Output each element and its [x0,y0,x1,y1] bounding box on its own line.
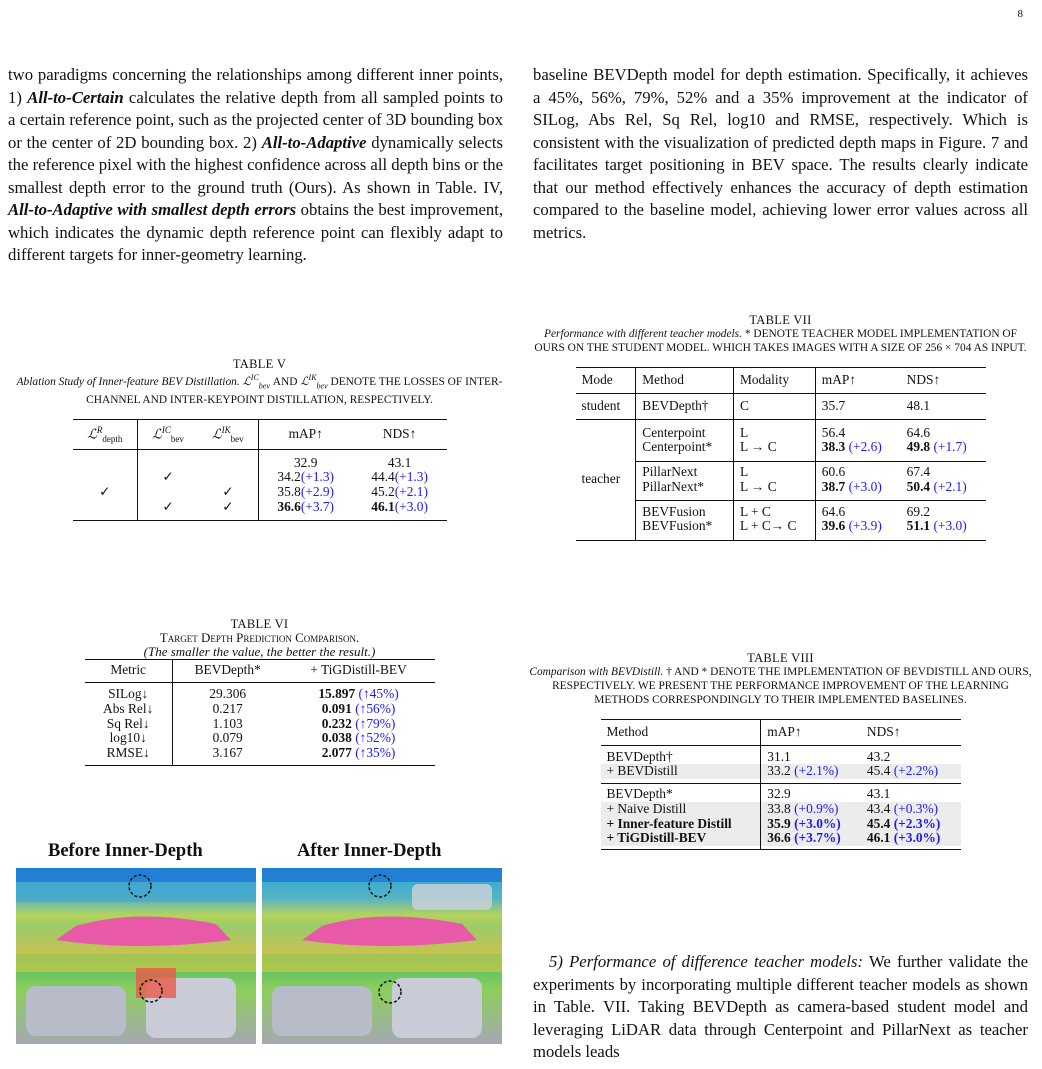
col-map: mAP↑ [761,720,861,746]
table-row: 32.9 43.1 [73,456,447,471]
table-vii-block [528,313,1033,541]
col-ik-loss: ℒ$^{IK}_{bev}$ [211,424,244,444]
col-nds: NDS↑ [866,724,901,740]
table-row: BEVDepth† 31.1 43.2 [606,748,891,764]
table-row: + BEVDistill 33.2 (+2.1%) 45.4 (+2.2%) [601,764,961,779]
depth-map-after [262,868,502,1044]
table-viii-caption: TABLE VIII Comparison with BEVDistill. † AND * DENOTE THE IMPLEMENTATION OF BEVDISTILL AND OURS, RESPECTIVELY. WE PRESENT THE PERFORMANCE IMPROVEMENT OF THE LEARNING METHODS CORRESPONDINGLY TO THEIR IMPLEMENTED BASELINES. [529,651,1032,706]
table-vii-caption: TABLE VII Performance with different teacher models. * DENOTE TEACHER MODEL IMPLEMENTATION OF OURS ON THE STUDENT MODEL. WHICH TAKES IMAGES WITH A SIZE OF 256 × 704 AS INPUT. [534,313,1027,354]
table-v-block [0,357,519,521]
table-row: Centerpoint* L → C 38.3 (+2.6) 49.8 (+1.7) [576,440,986,455]
figure-title-before: Before Inner-Depth [48,841,203,861]
col-ic-loss: ℒ$^{IC}_{bev}$ [138,420,198,450]
col-depth-loss: ℒ$^R_{depth}$ [87,424,123,444]
table-vi-block [0,617,519,766]
depth-map-before [16,868,256,1044]
table-row: ✓ ✓ 36.6(+3.7) 46.1(+3.0) [73,500,447,515]
paragraph-depth-results: baseline BEVDepth model for depth estimation. Specifically, it achieves a 45%, 56%, 79%, 52% and a 35% improvement at the indicator of SILog, Abs Rel, Sq Rel, log10 and RMSE, respectively. Which is consistent with the visualization of predicted depth maps in Figure. 7 and facilitates target positioning in BEV space. The results clearly indicate that our method effectively enhances the accuracy of depth estimation compared to the baseline model, achieving lower error values across all metrics. [533,65,1028,242]
table-row: BEVFusion L + C 64.6 69.2 [576,505,986,520]
table-vi [85,660,435,766]
table-v [73,419,447,521]
table-row: Sq Rel↓ 1.103 0.232 (↑79%) [106,715,396,731]
paragraph-paradigms: two paradigms concerning the relationships among different inner points, 1) All-to-Certain calculates the relative depth from all sampled points to a certain reference point, such as the projected center of 3D bounding box or the center of 2D bounding box. 2) All-to-Adaptive dynamically selects the reference pixel with the highest confidence across all depth bins or the smallest depth error to the ground truth (Ours). As shown in Table. IV, All-to-Adaptive with smallest depth errors obtains the best improvement, which indicates the dynamic depth reference point can flexibly adapt to different targets for inner-geometry learning. [8,65,504,264]
table-row: + Inner-feature Distill 35.9 (+3.0%) 45.4 (+2.3%) [601,817,961,832]
table-v-caption: TABLE V Ablation Study of Inner-feature BEV Distillation. ℒ$^{IC}_{bev}$ AND ℒ$^{IK}_{bev}$ DENOTE THE LOSSES OF INTER-CHANNEL AND INTER-KEYPOINT DISTILLATION, RESPECTIVELY. [16,357,503,407]
table-vii [576,367,986,541]
table-row: BEVFusion* L + C→ C 39.6 (+3.9) 51.1 (+3.0) [576,519,986,534]
table-viii [601,719,961,850]
col-map: mAP↑ [815,368,900,394]
paragraph-teacher-models-block [533,951,1028,1064]
figure-title-after: After Inner-Depth [297,841,442,861]
left-column [8,64,503,267]
depth-heatmap-before-graphic [16,868,256,1044]
table-row: Abs Rel↓ 0.217 0.091 (↑56%) [103,700,396,716]
table-row: RMSE↓ 3.167 2.077 (↑35%) [106,745,396,761]
table-row: BEVDepth* 32.9 43.1 [606,786,891,802]
col-tigdistill: + TiGDistill-BEV [310,662,407,678]
table-row: SILog↓ 29.306 15.897 (↑45%) [108,686,399,701]
table-row: log10↓ 0.079 0.038 (↑52%) [109,730,396,746]
col-bevdepth: BEVDepth* [172,660,282,682]
table-viii-block [528,651,1033,850]
page-number: 8 [1017,8,1023,20]
depth-heatmap-after-graphic [262,868,502,1044]
table-row: + Naive Distill 33.8 (+0.9%) 43.4 (+0.3%) [601,802,961,817]
col-map: mAP↑ [258,420,352,450]
col-method: Method [606,724,649,740]
table-row: PillarNext* L → C 38.7 (+3.0) 50.4 (+2.1) [576,480,986,495]
col-mode: Mode [581,372,613,388]
table-row: teacher Centerpoint L 56.4 64.6 [581,424,931,487]
col-nds: NDS↑ [906,372,941,388]
col-nds: NDS↑ [382,426,417,442]
table-row: PillarNext L 60.6 67.4 [576,465,986,480]
col-modality: Modality [733,368,815,394]
table-row: ✓ ✓ 34.2(+1.3) 44.4(+1.3) [99,469,428,500]
table-vi-caption: TABLE VI Target Depth Prediction Comparison. (The smaller the value, the better the result.) [0,617,519,660]
table-row: ✓ 35.8(+2.9) 45.2(+2.1) [73,485,447,500]
right-column [533,64,1028,244]
paragraph-teacher-models: 5) Performance of difference teacher models: We further validate the experiments by incorporating multiple different teacher models as shown in Table. VII. Taking BEVDepth as camera-based student model and leveraging LiDAR data through Centerpoint and PillarNext as teacher models leads [533,952,1028,1061]
table-row: student BEVDepth† C 35.7 48.1 [576,394,986,420]
col-metric: Metric [110,662,147,678]
col-method: Method [636,368,734,394]
table-row: + TiGDistill-BEV 36.6 (+3.7%) 46.1 (+3.0%) [601,831,961,846]
